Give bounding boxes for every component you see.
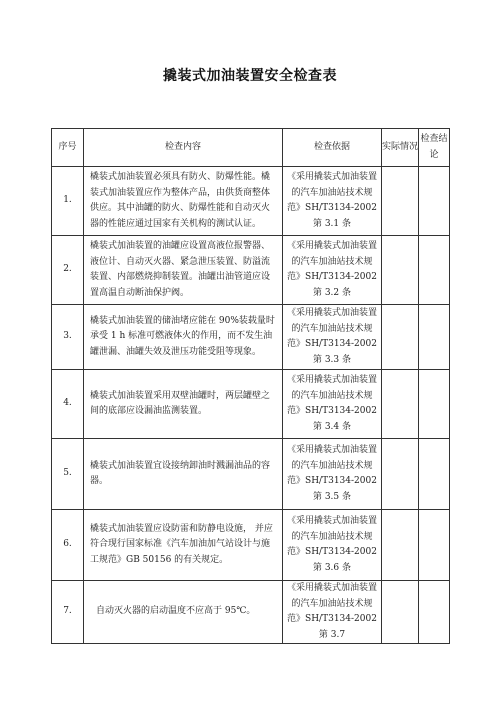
row-basis: 《采用撬装式加油装置的汽车加油站技术规范》SH/T3134-2002 第 3.4 条 <box>283 370 382 439</box>
row-content: 橇装式加油装置应设防雷和防静电设施， 并应符合现行国家标准《汽车加油加气站设计与施工规范》GB 50156 的有关规定。 <box>84 510 283 581</box>
row-actual-cell[interactable] <box>382 581 419 644</box>
header-num: 序号 <box>52 129 84 167</box>
row-conclusion-cell[interactable] <box>419 370 450 439</box>
page-title: 撬装式加油装置安全检查表 <box>163 68 337 84</box>
table-row <box>52 305 450 370</box>
header-conclusion: 检查结论 <box>419 129 450 167</box>
row-conclusion-cell[interactable] <box>419 167 450 236</box>
row-num: 1. <box>52 167 84 236</box>
row-content: 橇装式加油装置的油罐应设置高液位报警器、液位计、自动灭火器、紧急泄压装置、防溢流装置、内部燃烧抑制装置。油罐出油管道应设置高温自动断油保护阀。 <box>84 236 283 305</box>
row-basis: 《采用撬装式加油装置的汽车加油站技术规范》SH/T3134-2002 第 3.3 条 <box>283 305 382 370</box>
table-row <box>52 167 450 236</box>
row-actual-cell[interactable] <box>382 439 419 510</box>
table-row <box>52 510 450 581</box>
row-basis: 《采用撬装式加油装置的汽车加油站技术规范》SH/T3134-2002 第 3.6 条 <box>283 510 382 581</box>
row-conclusion-cell[interactable] <box>419 236 450 305</box>
row-num: 7. <box>52 581 84 644</box>
row-actual-cell[interactable] <box>382 305 419 370</box>
row-actual-cell[interactable] <box>382 167 419 236</box>
table-row <box>52 581 450 644</box>
row-actual-cell[interactable] <box>382 236 419 305</box>
row-basis: 《采用撬装式加油装置的汽车加油站技术规范》SH/T3134-2002 第 3.7 <box>283 581 382 644</box>
table-row <box>52 370 450 439</box>
row-conclusion-cell[interactable] <box>419 439 450 510</box>
table-header-row <box>52 129 450 167</box>
row-actual-cell[interactable] <box>382 510 419 581</box>
row-num: 4. <box>52 370 84 439</box>
table-row <box>52 439 450 510</box>
row-num: 3. <box>52 305 84 370</box>
row-basis: 《采用撬装式加油装置的汽车加油站技术规范》SH/T3134-2002 第 3.5 条 <box>283 439 382 510</box>
row-num: 2. <box>52 236 84 305</box>
row-conclusion-cell[interactable] <box>419 510 450 581</box>
row-num: 5. <box>52 439 84 510</box>
row-content: 橇装式加油装置必须具有防火、防爆性能。橇装式加油装置应作为整体产品，由供货商整体供应。其中油罐的防火、防爆性能和自动灭火器的性能应通过国家有关机构的测试认证。 <box>84 167 283 236</box>
inspection-table <box>51 128 450 644</box>
header-actual: 实际情况 <box>382 129 419 167</box>
row-conclusion-cell[interactable] <box>419 581 450 644</box>
row-num: 6. <box>52 510 84 581</box>
header-content: 检查内容 <box>84 129 283 167</box>
row-basis: 《采用撬装式加油装置的汽车加油站技术规范》SH/T3134-2002 第 3.2 条 <box>283 236 382 305</box>
row-content: 橇装式加油装置采用双壁油罐时，两层罐壁之间的底部应设漏油监测装置。 <box>84 370 283 439</box>
row-content: 橇装式加油装置的储油堵应能在 90%装载量时承受 1 h 标准可燃液体火的作用，而不发生油罐泄漏、油罐失效及泄压功能受阻等现象。 <box>84 305 283 370</box>
table-row <box>52 236 450 305</box>
row-actual-cell[interactable] <box>382 370 419 439</box>
row-content: 自动灭火器的启动温度不应高于 95℃。 <box>84 581 283 644</box>
header-basis: 检查依据 <box>283 129 382 167</box>
row-conclusion-cell[interactable] <box>419 305 450 370</box>
row-basis: 《采用撬装式加油装置的汽车加油站技术规范》SH/T3134-2002 第 3.1 条 <box>283 167 382 236</box>
row-content: 橇装式加油装置宜设接纳卸油时溅漏油品的容器。 <box>84 439 283 510</box>
